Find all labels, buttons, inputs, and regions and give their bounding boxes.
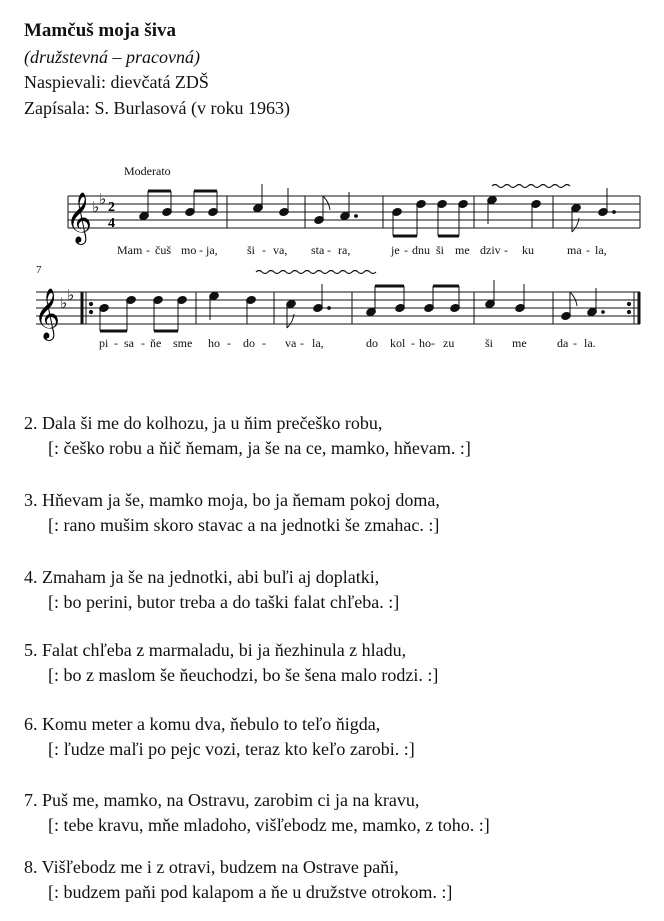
lyric-syllable: -	[300, 336, 304, 350]
stanza-refrain-line: [: tebe kravu, mňe mladoho, višľebodz me, mamko, z toho. :]	[48, 815, 490, 835]
lyric-syllable: -	[411, 336, 415, 350]
lyric-syllable: -	[327, 243, 331, 257]
stanza-refrain-line: [: ľudze maľi po pejc vozi, teraz kto keľo zarobi. :]	[48, 739, 415, 759]
key-signature-flat: ♭	[92, 198, 100, 216]
lyric-syllable: va	[285, 336, 297, 350]
lyric-syllable: -	[199, 243, 203, 257]
stanza-2	[24, 413, 471, 459]
sung-by: Naspievali: dievčatá ZDŠ	[24, 72, 209, 92]
lyric-syllable: ho	[208, 336, 220, 350]
lyric-syllable: la,	[312, 336, 324, 350]
lyric-syllable: dziv	[480, 243, 501, 257]
lyric-syllable: la,	[595, 243, 607, 257]
lyric-syllable: la.	[584, 336, 596, 350]
treble-clef: 𝄞	[34, 288, 61, 339]
lyric-syllable: dnu	[412, 243, 430, 257]
stanza-line: 8. Višľebodz me i z otravi, budzem na Ostrave paňi,	[24, 857, 399, 877]
song-title: Mamčuš moja šiva	[24, 20, 176, 41]
music-score	[0, 0, 664, 360]
recorded-by: Zapísala: S. Burlasová (v roku 1963)	[24, 98, 290, 118]
stanza-4	[24, 567, 399, 613]
measure-number: 7	[36, 264, 42, 276]
lyric-syllable: me	[455, 243, 470, 257]
lyric-syllable: ho	[419, 336, 431, 350]
stanza-refrain-line: [: češko robu a ňič ňemam, ja še na ce, mamko, hňevam. :]	[48, 438, 471, 458]
stanza-line: 5. Falat chľeba z marmaladu, bi ja ňezhinula z hladu,	[24, 640, 407, 660]
stanza-6	[24, 714, 415, 760]
time-signature-top: 2	[108, 200, 115, 215]
lyric-syllable: -	[146, 243, 150, 257]
lyric-syllable: -	[431, 336, 435, 350]
stanza-5	[24, 640, 438, 686]
lyric-syllable: ma	[567, 243, 582, 257]
measure-5	[487, 185, 570, 229]
key-signature-flat: ♭	[99, 190, 107, 208]
lyric-syllable: kol	[390, 336, 406, 350]
staff-line-1	[68, 196, 640, 228]
lyric-syllable: -	[504, 243, 508, 257]
stanza-line: 6. Komu meter a komu dva, ňebulo to teľo ňigda,	[24, 714, 381, 734]
stanza-3	[24, 490, 440, 536]
lyric-syllable: ku	[522, 243, 534, 257]
measure-1	[139, 191, 219, 221]
song-genre: (družstevná – pracovná)	[24, 47, 200, 67]
stanza-refrain-line: [: rano mušim skoro stavac a na jednotki še zmahac. :]	[48, 515, 440, 535]
stanza-refrain-line: [: bo perini, butor treba a do taški falat chľeba. :]	[48, 592, 400, 612]
lyric-syllable: mo	[181, 243, 197, 257]
lyric-syllable: ši	[436, 243, 445, 257]
lyric-syllable: ši	[247, 243, 256, 257]
measure-10	[366, 286, 461, 317]
lyric-syllable: sta	[311, 243, 325, 257]
measure-4	[392, 199, 469, 236]
lyric-syllable: pi	[99, 336, 109, 350]
stanza-line: 3. Hňevam ja še, mamko moja, bo ja ňemam pokoj doma,	[24, 490, 440, 510]
stanza-refrain-line: [: bo z maslom še ňeuchodzi, bo še šena malo rodzi. :]	[48, 665, 439, 685]
lyric-syllable: da	[557, 336, 569, 350]
lyric-syllable: ňe	[150, 336, 162, 350]
time-signature-bottom: 4	[108, 216, 115, 231]
lyric-syllable: -	[573, 336, 577, 350]
lyric-syllable: do	[243, 336, 255, 350]
lyric-syllable: -	[586, 243, 590, 257]
treble-clef: 𝄞	[66, 192, 93, 243]
measure-6	[571, 188, 616, 232]
lyric-syllable: ši	[485, 336, 494, 350]
lyric-syllable: je	[391, 243, 400, 257]
lyric-syllable: do	[366, 336, 378, 350]
lyric-syllable: sme	[173, 336, 193, 350]
key-signature-flat: ♭	[67, 286, 75, 304]
lyric-syllable: ja,	[206, 243, 218, 257]
stanza-line: 4. Zmaham ja še na jednotki, abi buľi aj doplatki,	[24, 567, 380, 587]
lyric-syllable: -	[262, 243, 266, 257]
lyric-syllable: -	[404, 243, 408, 257]
lyric-syllable: -	[141, 336, 145, 350]
stanza-7	[24, 790, 490, 836]
lyric-syllable: zu	[443, 336, 455, 350]
stanza-refrain-line: [: budzem paňi pod kalapom a ňe u družstve otrokom. :]	[48, 882, 453, 902]
lyric-syllable: -	[262, 336, 266, 350]
lyric-syllable: sa	[124, 336, 134, 350]
stanza-line: 7. Puš me, mamko, na Ostravu, zarobim ci ja na kravu,	[24, 790, 420, 810]
measure-7	[99, 295, 188, 331]
lyric-syllable: va,	[273, 243, 288, 257]
tempo-marking: Moderato	[124, 164, 171, 178]
stanza-line: 2. Dala ši me do kolhozu, ja u ňim prečeško robu,	[24, 413, 383, 433]
lyric-syllable: me	[512, 336, 527, 350]
stanza-8	[24, 857, 452, 903]
lyric-syllable: -	[227, 336, 231, 350]
lyric-syllable: čuš	[155, 243, 171, 257]
lyric-syllable: Mam	[117, 243, 143, 257]
lyric-syllable: -	[114, 336, 118, 350]
lyric-syllable: ra,	[338, 243, 351, 257]
key-signature-flat: ♭	[60, 294, 68, 312]
